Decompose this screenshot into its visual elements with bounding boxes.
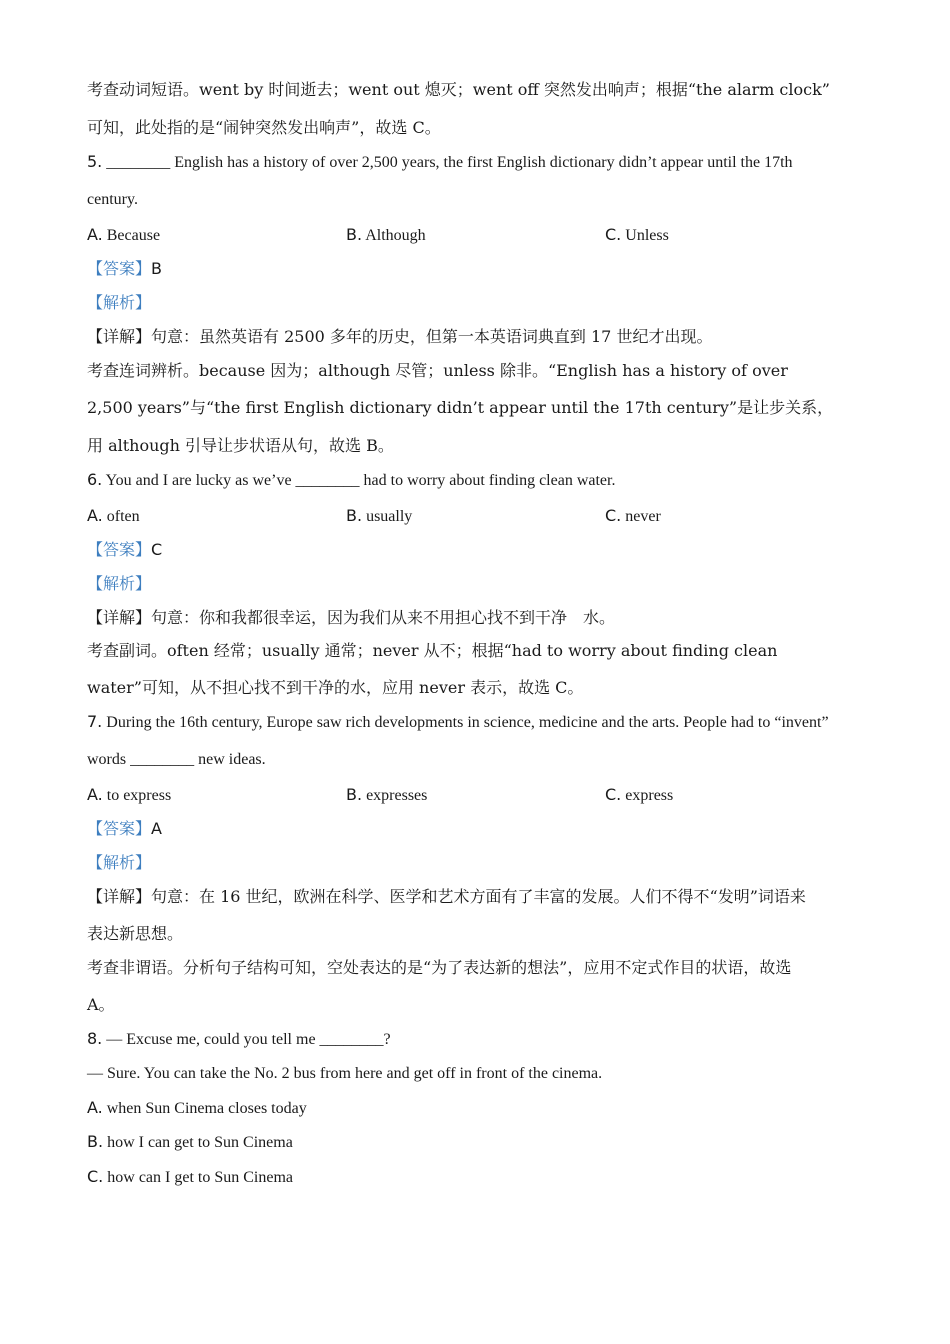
q5-number: 5. — [87, 152, 103, 171]
q7-option-c: C. express — [605, 785, 674, 804]
q5-analysis-tag: 【解析】 — [87, 293, 152, 312]
q8-number: 8. — [87, 1029, 103, 1048]
q6-option-c: C. never — [605, 506, 661, 525]
q8-option-b: B. how I can get to Sun Cinema — [87, 1132, 293, 1151]
detail-tag: 【详解】 — [87, 608, 152, 627]
q5-answer — [87, 259, 162, 279]
q5-option-a: A. Because — [87, 225, 161, 244]
q4-explanation-line-1: 考查动词短语。went by 时间逝去；went out 熄灭；went off 突然发出响声；根据“the alarm clock” — [87, 80, 830, 99]
q5-option-b: B. Although — [346, 225, 426, 244]
q7-answer — [87, 819, 162, 839]
q5-option-c: C. Unless — [605, 225, 669, 244]
q5-explanation-line-3: 用 although 引导让步状语从句，故选 B。 — [87, 436, 394, 455]
q6-explanation-line-1: 考查副词。often 经常；usually 通常；never 从不；根据“had to worry about finding clean — [87, 641, 778, 660]
answer-tag: 【答案】 — [87, 259, 152, 278]
q8-option-c: C. how can I get to Sun Cinema — [87, 1167, 294, 1186]
q8-stem-line-1: — Excuse me, could you tell me ________? — [106, 1031, 391, 1048]
q5-stem-line-1: ________ English has a history of over 2,500 years, the first English dictionary didn’t appear until the 17th — [106, 154, 793, 171]
q6-analysis-tag: 【解析】 — [87, 574, 152, 593]
q6-option-a: A. often — [87, 506, 140, 525]
q8-stem-line-2: — Sure. You can take the No. 2 bus from here and get off in front of the cinema. — [87, 1065, 603, 1082]
q6-stem — [87, 470, 615, 491]
q7-stem-line-1: During the 16th century, Europe saw rich developments in science, medicine and the arts. People had to “invent” — [106, 714, 829, 731]
q5-explanation-line-1: 考查连词辨析。because 因为；although 尽管；unless 除非。“English has a history of over — [87, 361, 788, 380]
q7-option-a: A. to express — [87, 785, 172, 804]
q5-stem-line-2: century. — [87, 191, 138, 208]
answer-tag: 【答案】 — [87, 540, 152, 559]
q4-explanation-line-2: 可知，此处指的是“闹钟突然发出响声”，故选 C。 — [87, 118, 441, 137]
q7-detail-line-1: 【详解】句意：在 16 世纪，欧洲在科学、医学和艺术方面有了丰富的发展。人们不得不“发明”词语来 — [87, 887, 806, 906]
q5-stem — [87, 152, 793, 173]
answer-tag: 【答案】 — [87, 819, 152, 838]
q8-stem — [87, 1029, 391, 1050]
q7-option-b: B. expresses — [346, 785, 428, 804]
q5-explanation-line-2: 2,500 years”与“the first English dictionary didn’t appear until the 17th century”是让步关系， — [87, 398, 834, 417]
q6-explanation-line-2: water”可知，从不担心找不到干净的水，应用 never 表示，故选 C。 — [87, 678, 584, 697]
q7-explanation-line-2: A。 — [87, 995, 115, 1014]
q6-stem-line-1: You and I are lucky as we’ve ________ had to worry about finding clean water. — [105, 472, 616, 489]
q7-analysis-tag: 【解析】 — [87, 853, 152, 872]
q7-stem-line-2: words ________ new ideas. — [87, 751, 266, 768]
q7-number: 7. — [87, 712, 103, 731]
q7-answer-value: A — [151, 819, 162, 838]
q6-answer — [87, 540, 162, 560]
q6-detail: 【详解】句意：你和我都很幸运，因为我们从来不用担心找不到干净 水。 — [87, 608, 616, 627]
q7-detail-line-2: 表达新思想。 — [87, 924, 184, 943]
detail-tag: 【详解】 — [87, 887, 152, 906]
q6-number: 6. — [87, 470, 103, 489]
q7-explanation-line-1: 考查非谓语。分析句子结构可知，空处表达的是“为了表达新的想法”，应用不定式作目的状语，故选 — [87, 958, 792, 977]
q7-stem — [87, 712, 829, 733]
q6-answer-value: C — [151, 540, 163, 559]
q6-option-b: B. usually — [346, 506, 413, 525]
detail-tag: 【详解】 — [87, 327, 152, 346]
q8-option-a: A. when Sun Cinema closes today — [87, 1098, 307, 1117]
q5-answer-value: B — [151, 259, 162, 278]
q5-detail: 【详解】句意：虽然英语有 2500 多年的历史，但第一本英语词典直到 17 世纪才出现。 — [87, 327, 713, 346]
